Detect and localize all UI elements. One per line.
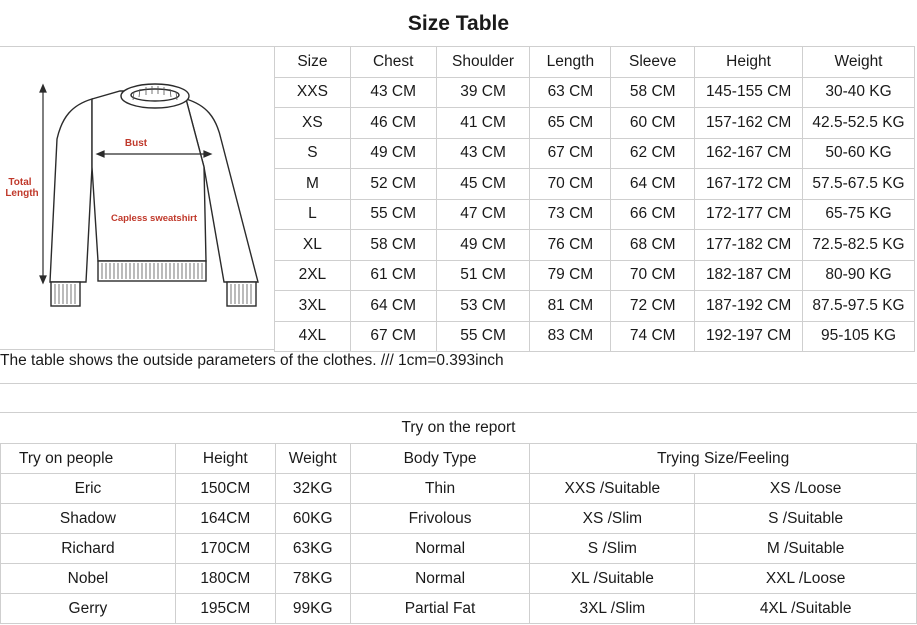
report-cell: Eric <box>1 474 176 504</box>
report-cell: XXL /Loose <box>695 564 917 594</box>
total-label: Total <box>8 177 32 188</box>
report-cell: 3XL /Slim <box>530 594 695 624</box>
report-cell: 164CM <box>175 504 275 534</box>
size-table-cell: 43 CM <box>436 138 530 169</box>
collar-inner <box>131 89 179 101</box>
size-table <box>274 46 915 352</box>
size-table-row <box>275 230 915 261</box>
size-table-cell: 157-162 CM <box>695 108 803 139</box>
size-table-cell: 72.5-82.5 KG <box>803 230 915 261</box>
size-table-cell: 95-105 KG <box>803 321 915 352</box>
length-label: Length <box>5 188 39 199</box>
size-table-cell: 172-177 CM <box>695 199 803 230</box>
size-table-cell: 55 CM <box>436 321 530 352</box>
size-table-cell: 145-155 CM <box>695 77 803 108</box>
report-cell: 4XL /Suitable <box>695 594 917 624</box>
report-row <box>1 534 917 564</box>
report-cell: 99KG <box>275 594 350 624</box>
report-cell: S /Slim <box>530 534 695 564</box>
size-table-header-cell: Sleeve <box>611 47 695 78</box>
size-table-cell: 39 CM <box>436 77 530 108</box>
size-table-cell: M <box>275 169 351 200</box>
report-cell: 170CM <box>175 534 275 564</box>
report-title: Try on the report <box>401 419 516 436</box>
size-table-cell: 65-75 KG <box>803 199 915 230</box>
size-table-cell: 87.5-97.5 KG <box>803 291 915 322</box>
report-row <box>1 564 917 594</box>
report-cell: Frivolous <box>350 504 530 534</box>
divider <box>0 383 917 384</box>
sweatshirt-illustration <box>0 47 274 349</box>
report-cell: XS /Slim <box>530 504 695 534</box>
size-table-row <box>275 321 915 352</box>
size-table-cell: 51 CM <box>436 260 530 291</box>
report-cell: Thin <box>350 474 530 504</box>
report-row <box>1 504 917 534</box>
report-cell: M /Suitable <box>695 534 917 564</box>
size-table-cell: 187-192 CM <box>695 291 803 322</box>
size-table-cell: 46 CM <box>350 108 436 139</box>
size-table-cell: 65 CM <box>530 108 611 139</box>
size-table-cell: 74 CM <box>611 321 695 352</box>
size-table-cell: 70 CM <box>611 260 695 291</box>
size-table-header-cell: Shoulder <box>436 47 530 78</box>
garment-name-label: Capless sweatshirt <box>110 213 198 224</box>
size-table-row <box>275 108 915 139</box>
size-table-cell: 42.5-52.5 KG <box>803 108 915 139</box>
report-row <box>1 474 917 504</box>
report-cell: S /Suitable <box>695 504 917 534</box>
size-table-cell: 55 CM <box>350 199 436 230</box>
left-sleeve <box>50 99 92 282</box>
bust-label: Bust <box>124 138 148 149</box>
size-table-cell: 61 CM <box>350 260 436 291</box>
size-table-cell: 67 CM <box>530 138 611 169</box>
size-table-cell: 47 CM <box>436 199 530 230</box>
size-table-cell: S <box>275 138 351 169</box>
size-table-cell: 49 CM <box>436 230 530 261</box>
size-table-cell: 57.5-67.5 KG <box>803 169 915 200</box>
size-table-cell: 192-197 CM <box>695 321 803 352</box>
report-header-cell: Try on people <box>1 444 176 474</box>
size-table-header-row <box>275 47 915 78</box>
size-table-header-cell: Weight <box>803 47 915 78</box>
report-header-cell: Body Type <box>350 444 530 474</box>
size-table-header-cell: Height <box>695 47 803 78</box>
size-table-row <box>275 77 915 108</box>
report-cell: 150CM <box>175 474 275 504</box>
size-table-cell: 53 CM <box>436 291 530 322</box>
size-table-header-cell: Size <box>275 47 351 78</box>
size-table-cell: 60 CM <box>611 108 695 139</box>
report-header-cell: Height <box>175 444 275 474</box>
size-table-cell: 30-40 KG <box>803 77 915 108</box>
sweatshirt-diagram <box>0 46 274 350</box>
report-header-cell: Trying Size/Feeling <box>530 444 917 474</box>
measurement-note: The table shows the outside parameters of the clothes. /// 1cm=0.393inch <box>0 352 504 369</box>
size-table-cell: 162-167 CM <box>695 138 803 169</box>
report-cell: XXS /Suitable <box>530 474 695 504</box>
size-table-cell: 83 CM <box>530 321 611 352</box>
report-cell: 32KG <box>275 474 350 504</box>
report-cell: XS /Loose <box>695 474 917 504</box>
size-table-cell: XS <box>275 108 351 139</box>
size-table-header-cell: Chest <box>350 47 436 78</box>
size-table-row <box>275 291 915 322</box>
body <box>92 91 206 261</box>
size-table-cell: 182-187 CM <box>695 260 803 291</box>
report-cell: Normal <box>350 564 530 594</box>
size-table-cell: 62 CM <box>611 138 695 169</box>
size-table-cell: 80-90 KG <box>803 260 915 291</box>
size-table-cell: 45 CM <box>436 169 530 200</box>
size-table-cell: 52 CM <box>350 169 436 200</box>
size-table-header-cell: Length <box>530 47 611 78</box>
size-table-cell: 63 CM <box>530 77 611 108</box>
size-table-cell: 79 CM <box>530 260 611 291</box>
size-table-cell: 76 CM <box>530 230 611 261</box>
report-cell: 78KG <box>275 564 350 594</box>
report-cell: Partial Fat <box>350 594 530 624</box>
report-header-row <box>1 444 917 474</box>
page-title: Size Table <box>407 12 510 35</box>
report-cell: Nobel <box>1 564 176 594</box>
report-cell: Gerry <box>1 594 176 624</box>
report-cell: 180CM <box>175 564 275 594</box>
size-table-cell: L <box>275 199 351 230</box>
size-table-cell: 177-182 CM <box>695 230 803 261</box>
size-table-row <box>275 138 915 169</box>
size-table-cell: 64 CM <box>611 169 695 200</box>
size-table-cell: XXS <box>275 77 351 108</box>
size-table-row <box>275 260 915 291</box>
report-cell: 63KG <box>275 534 350 564</box>
report-cell: Normal <box>350 534 530 564</box>
size-table-cell: 67 CM <box>350 321 436 352</box>
size-table-cell: 64 CM <box>350 291 436 322</box>
size-table-cell: 58 CM <box>350 230 436 261</box>
size-table-cell: 43 CM <box>350 77 436 108</box>
size-table-cell: 73 CM <box>530 199 611 230</box>
size-table-cell: 66 CM <box>611 199 695 230</box>
size-table-cell: 70 CM <box>530 169 611 200</box>
report-cell: 60KG <box>275 504 350 534</box>
size-table-cell: 41 CM <box>436 108 530 139</box>
report-header-cell: Weight <box>275 444 350 474</box>
size-table-cell: 68 CM <box>611 230 695 261</box>
size-table-cell: 50-60 KG <box>803 138 915 169</box>
report-cell: 195CM <box>175 594 275 624</box>
size-table-cell: 3XL <box>275 291 351 322</box>
report-cell: Richard <box>1 534 176 564</box>
size-table-cell: 167-172 CM <box>695 169 803 200</box>
size-table-cell: 2XL <box>275 260 351 291</box>
size-table-row <box>275 169 915 200</box>
size-table-cell: 49 CM <box>350 138 436 169</box>
size-table-cell: 58 CM <box>611 77 695 108</box>
size-table-cell: XL <box>275 230 351 261</box>
try-on-report-table <box>0 443 917 624</box>
size-table-cell: 81 CM <box>530 291 611 322</box>
size-table-cell: 72 CM <box>611 291 695 322</box>
report-row <box>1 594 917 624</box>
size-table-cell: 4XL <box>275 321 351 352</box>
report-cell: XL /Suitable <box>530 564 695 594</box>
size-table-row <box>275 199 915 230</box>
report-cell: Shadow <box>1 504 176 534</box>
